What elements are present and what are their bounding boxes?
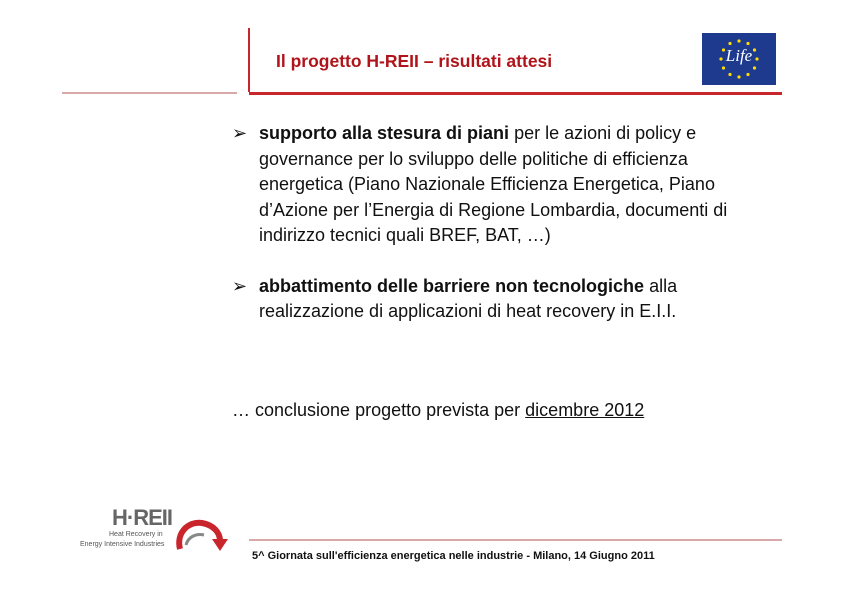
arrow-bullet-icon: ➢ xyxy=(232,275,248,296)
closing-prefix: … conclusione progetto prevista per xyxy=(232,400,526,420)
header-left-rule xyxy=(62,92,237,94)
footer-text: 5^ Giornata sull'efficienza energetica nelle industrie - Milano, 14 Giugno 2011 xyxy=(252,550,655,562)
bullet-bold-text: abbattimento delle barriere non tecnologiche xyxy=(259,275,645,296)
header-right-rule xyxy=(249,92,782,95)
bullet-text: per le azioni di policy e governance per lo sviluppo delle politiche di efficienza energetica (Piano Nazionale Efficienza Energetica, Piano d’Azione per l’Energia di Regione Lombardia, documenti di indirizzo tecnici quali BREF, BAT, …) xyxy=(259,123,728,245)
bullet-item-barriers xyxy=(232,274,772,325)
life-logo-text: Life xyxy=(725,46,753,65)
eu-life-logo xyxy=(702,33,776,85)
footer-rule xyxy=(249,539,782,541)
bullet-item-plans xyxy=(232,121,772,249)
slide-title: Il progetto H-REII – risultati attesi xyxy=(276,51,553,71)
closing-line xyxy=(232,400,644,421)
recovery-arrow-icon xyxy=(168,511,238,555)
hreii-logo-subtitle-2: Energy Intensive Industries xyxy=(80,541,165,548)
bullet-bold-text: supporto alla stesura di piani xyxy=(259,123,510,143)
bullet-text: alla realizzazione di applicazioni di heat recovery in E.I.I. xyxy=(259,275,678,321)
hreii-logo xyxy=(80,505,240,555)
header-vertical-rule xyxy=(248,28,250,92)
arrow-bullet-icon: ➢ xyxy=(232,123,248,143)
hreii-logo-title: H·REII xyxy=(112,505,172,530)
closing-date: dicembre 2012 xyxy=(525,400,645,420)
bullet-list xyxy=(232,121,772,325)
hreii-logo-subtitle-1: Heat Recovery in xyxy=(109,531,163,538)
